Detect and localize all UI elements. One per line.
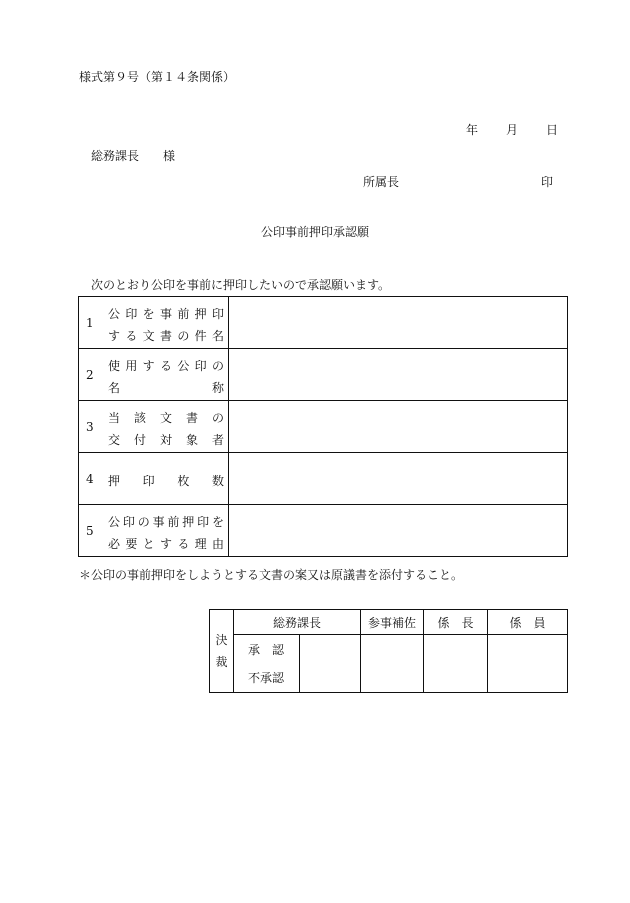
item-number: 2 <box>86 368 94 382</box>
header-kakariin: 係 員 <box>488 610 568 635</box>
approval-choice[interactable] <box>234 635 300 693</box>
date-month: 月 <box>506 123 519 137</box>
item-number: 3 <box>86 420 94 434</box>
seal-cell-somu-kacho[interactable] <box>300 635 361 693</box>
item-label-line: 押印枚数 <box>108 474 224 488</box>
table-row <box>79 349 568 401</box>
header-somu-kacho: 総務課長 <box>234 610 361 635</box>
intro-text: 次のとおり公印を事前に押印したいので承認願います。 <box>91 278 391 292</box>
approval-header-row <box>210 610 568 635</box>
item-label-line: 使用する公印の <box>108 359 224 373</box>
item-label-cell <box>79 505 229 557</box>
item-label-line: 名称 <box>108 381 224 395</box>
request-table <box>78 296 568 557</box>
date-year: 年 <box>466 123 479 137</box>
table-row <box>79 453 568 505</box>
item-label-line: 当該文書の <box>108 411 224 425</box>
item-value-cell[interactable] <box>229 349 568 401</box>
item-value-cell[interactable] <box>229 297 568 349</box>
item-label-line: 公印の事前押印を <box>108 515 224 529</box>
table-row <box>79 401 568 453</box>
item-value-cell[interactable] <box>229 401 568 453</box>
item-label-line: 必要とする理由 <box>108 537 224 551</box>
approve-option[interactable]: 承 認 <box>248 642 285 657</box>
seal-mark: 印 <box>541 175 554 189</box>
item-label-cell <box>79 453 229 505</box>
table-row <box>79 297 568 349</box>
item-label-line: 公印を事前押印 <box>108 307 224 321</box>
seal-cell-kakariin[interactable] <box>488 635 568 693</box>
item-label-cell <box>79 297 229 349</box>
decision-char: 決 <box>215 633 228 647</box>
date-line <box>466 121 558 138</box>
item-value-cell[interactable] <box>229 453 568 505</box>
form-number: 様式第９号（第１４条関係） <box>79 70 236 84</box>
disapprove-option[interactable]: 不承認 <box>248 670 285 685</box>
header-kakaricho: 係 長 <box>424 610 488 635</box>
approval-body-row <box>210 635 568 693</box>
decision-label <box>210 610 234 693</box>
item-label-cell <box>79 349 229 401</box>
date-day: 日 <box>546 123 559 137</box>
item-label-line: する文書の件名 <box>108 329 224 343</box>
item-value-cell[interactable] <box>229 505 568 557</box>
document-title: 公印事前押印承認願 <box>260 225 369 239</box>
item-number: 1 <box>86 316 94 330</box>
header-sanji-hosa: 参事補佐 <box>361 610 424 635</box>
affiliation-label: 所属長 <box>363 175 400 189</box>
seal-cell-kakaricho[interactable] <box>424 635 488 693</box>
attachment-note: ＊公印の事前押印をしようとする文書の案又は原議書を添付すること。 <box>79 568 464 582</box>
item-number: 5 <box>86 524 94 538</box>
table-row <box>79 505 568 557</box>
seal-cell-sanji-hosa[interactable] <box>361 635 424 693</box>
approval-table <box>209 609 568 693</box>
addressee: 総務課長 様 <box>91 149 176 163</box>
item-label-line: 交付対象者 <box>108 433 224 447</box>
item-number: 4 <box>86 472 94 486</box>
item-label-cell <box>79 401 229 453</box>
decision-char: 裁 <box>215 655 228 669</box>
